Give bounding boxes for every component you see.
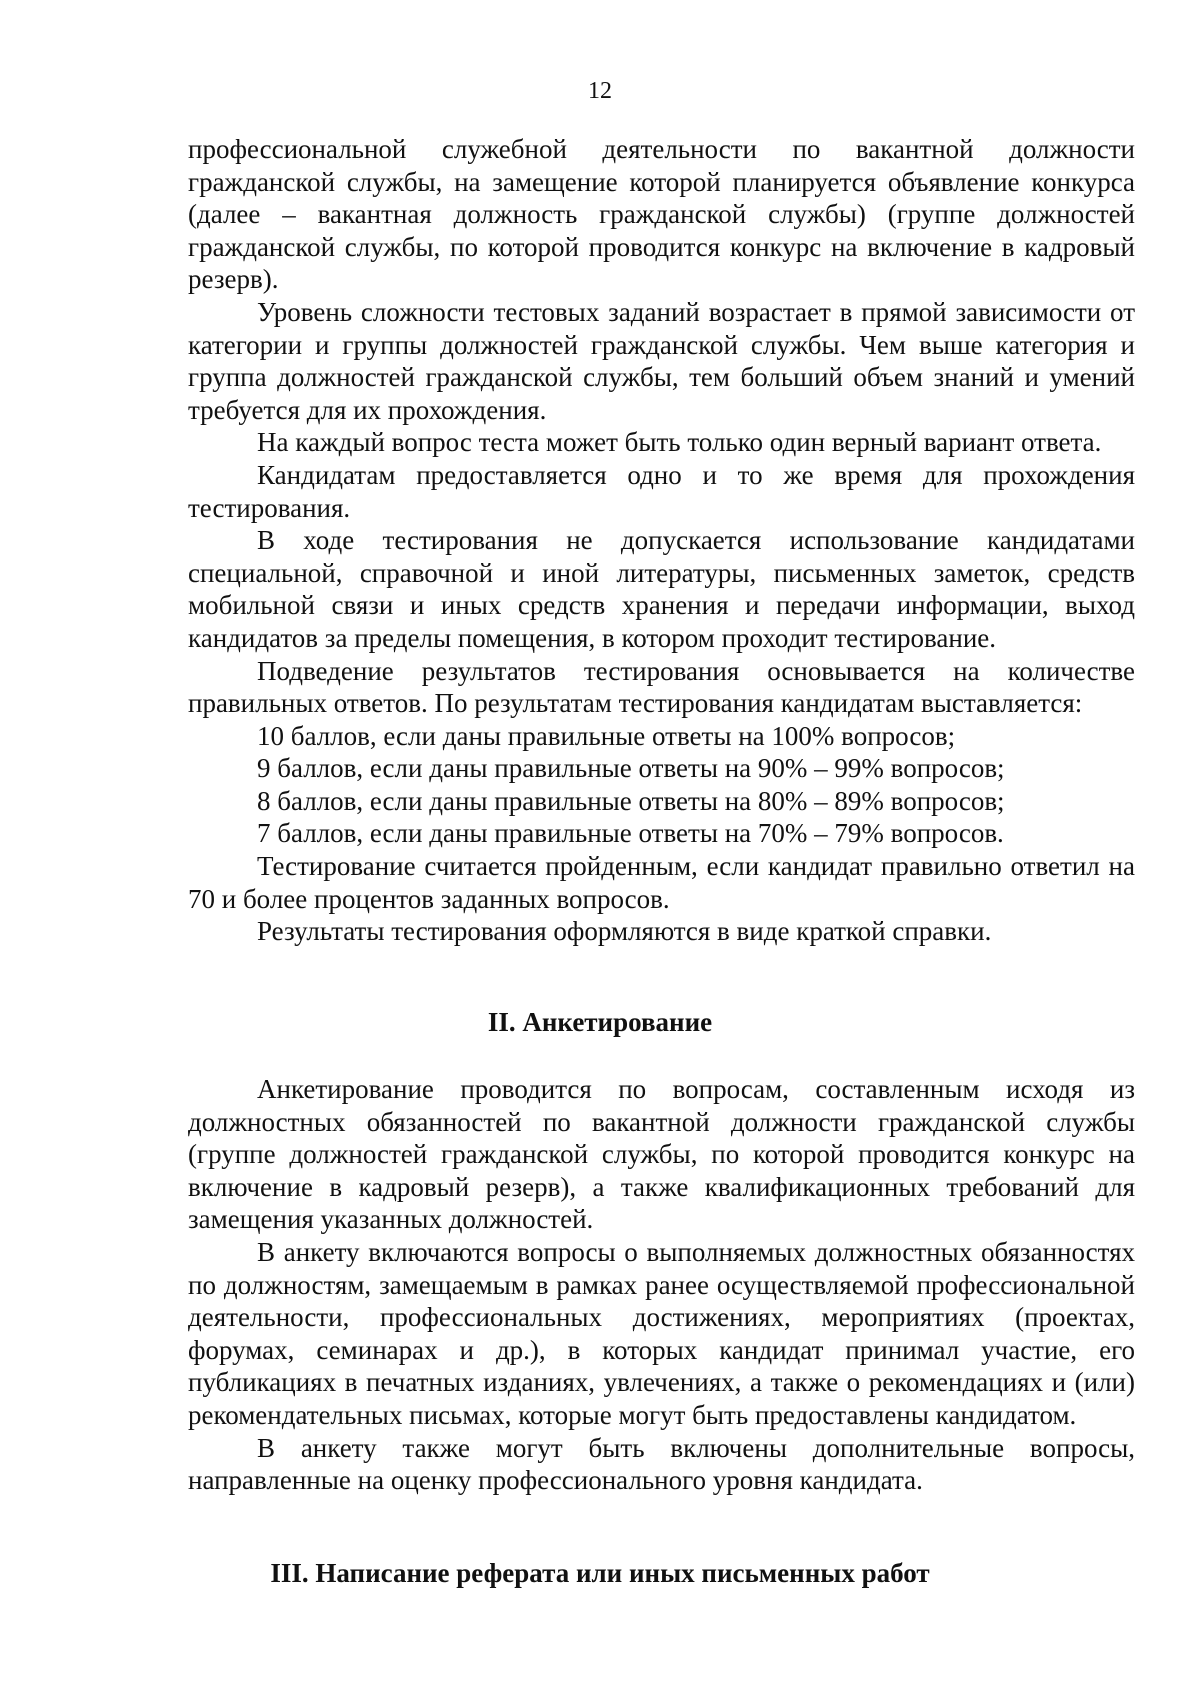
paragraph: Анкетирование проводится по вопросам, составленным исходя из должностных обязанностей по вакантной должности гражданской службы (группе должностей гражданской службы, по которой проводится конкурс на включение в кадровый резерв), а также квалификационных требований для замещения указанных должностей.: [188, 1074, 1135, 1235]
page-number: 12: [588, 78, 612, 104]
paragraph: В анкету включаются вопросы о выполняемых должностных обязанностях по должностям, замещаемым в рамках ранее осуществляемой профессиональной деятельности, профессиональных достижениях, мероприятиях (проектах, форумах, семинарах и др.), в которых кандидат принимал участие, его публикациях в печатных изданиях, увлечениях, а также о рекомендациях и (или) рекомендательных письмах, которые могут быть предоставлены кандидатом.: [188, 1236, 1135, 1430]
score-item: 7 баллов, если даны правильные ответы на 70% – 79% вопросов.: [257, 818, 1004, 849]
section-testing-text: [188, 133, 1135, 948]
score-item: 10 баллов, если даны правильные ответы на 100% вопросов;: [257, 720, 956, 751]
paragraph: В ходе тестирования не допускается использование кандидатами специальной, справочной и иной литературы, письменных заметок, средств мобильной связи и иных средств хранения и передачи информации, выход кандидатов за пределы помещения, в котором проходит тестирование.: [188, 525, 1135, 653]
paragraph: На каждый вопрос теста может быть только один верный вариант ответа.: [257, 427, 1102, 458]
paragraph: Подведение результатов тестирования основывается на количестве правильных ответов. По результатам тестирования кандидатам выставляется:: [188, 655, 1135, 719]
score-item: 9 баллов, если даны правильные ответы на 90% – 99% вопросов;: [257, 753, 1005, 784]
paragraph: В анкету также могут быть включены дополнительные вопросы, направленные на оценку профессионального уровня кандидата.: [188, 1432, 1135, 1496]
section-heading-essay: III. Написание реферата или иных письменных работ: [270, 1558, 930, 1588]
score-item: 8 баллов, если даны правильные ответы на 80% – 89% вопросов;: [257, 785, 1005, 816]
paragraph: Уровень сложности тестовых заданий возрастает в прямой зависимости от категории и группы должностей гражданской службы. Чем выше категория и группа должностей гражданской службы, тем больший объем знаний и умений требуется для их прохождения.: [188, 296, 1135, 425]
paragraph: Тестирование считается пройденным, если кандидат правильно ответил на 70 и более процентов заданных вопросов.: [188, 851, 1135, 914]
section-heading-survey: II. Анкетирование: [487, 1007, 713, 1037]
paragraph: Кандидатам предоставляется одно и то же время для прохождения тестирования.: [188, 459, 1135, 523]
paragraph: Результаты тестирования оформляются в виде краткой справки.: [257, 916, 992, 947]
section-survey-text: [188, 1073, 1135, 1497]
paragraph: профессиональной служебной деятельности по вакантной должности гражданской службы, на замещение которой планируется объявление конкурса (далее – вакантная должность гражданской службы) (группе должностей гражданской службы, по которой проводится конкурс на включение в кадровый резерв).: [188, 134, 1135, 295]
